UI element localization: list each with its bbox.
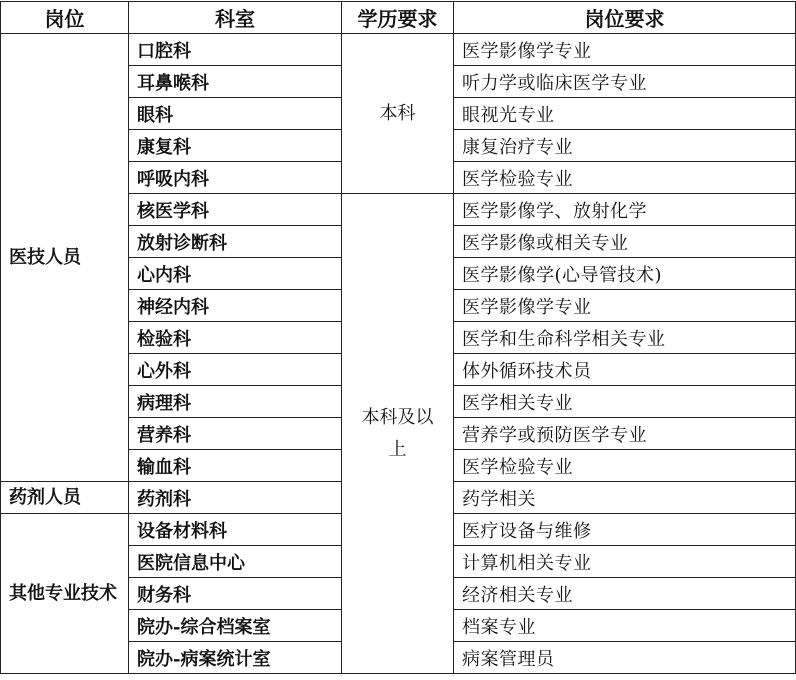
department-cell: 呼吸内科 [129,162,342,194]
requirement-cell: 医学影像学专业 [454,34,796,66]
department-cell: 院办-病案统计室 [129,642,342,674]
department-cell: 营养科 [129,418,342,450]
table-body [1,34,796,674]
job-requirements-table [0,1,796,674]
requirement-cell: 康复治疗专业 [454,130,796,162]
post-cell: 药剂人员 [1,482,129,514]
department-cell: 医院信息中心 [129,546,342,578]
requirement-cell: 病案管理员 [454,642,796,674]
requirement-cell: 医学影像或相关专业 [454,226,796,258]
department-cell: 院办-综合档案室 [129,610,342,642]
department-cell: 眼科 [129,98,342,130]
requirement-cell: 医学检验专业 [454,162,796,194]
header-education: 学历要求 [342,2,454,34]
requirement-cell: 经济相关专业 [454,578,796,610]
department-cell: 口腔科 [129,34,342,66]
header-requirement: 岗位要求 [454,2,796,34]
table-row [1,34,796,66]
department-cell: 放射诊断科 [129,226,342,258]
requirement-cell: 体外循环技术员 [454,354,796,386]
department-cell: 神经内科 [129,290,342,322]
department-cell: 心内科 [129,258,342,290]
department-cell: 输血科 [129,450,342,482]
requirement-cell: 医学检验专业 [454,450,796,482]
education-cell: 本科及以上 [342,194,454,674]
requirement-cell: 医疗设备与维修 [454,514,796,546]
requirement-cell: 医学相关专业 [454,386,796,418]
department-cell: 检验科 [129,322,342,354]
header-row [1,2,796,34]
requirement-cell: 医学影像学专业 [454,290,796,322]
department-cell: 病理科 [129,386,342,418]
requirement-cell: 药学相关 [454,482,796,514]
department-cell: 设备材料科 [129,514,342,546]
department-cell: 耳鼻喉科 [129,66,342,98]
requirement-cell: 医学和生命科学相关专业 [454,322,796,354]
post-cell: 其他专业技术 [1,514,129,674]
header-department: 科室 [129,2,342,34]
requirement-cell: 营养学或预防医学专业 [454,418,796,450]
education-cell: 本科 [342,34,454,194]
requirement-cell: 医学影像学(心导管技术) [454,258,796,290]
department-cell: 药剂科 [129,482,342,514]
requirement-cell: 计算机相关专业 [454,546,796,578]
department-cell: 财务科 [129,578,342,610]
requirement-cell: 医学影像学、放射化学 [454,194,796,226]
requirement-cell: 眼视光专业 [454,98,796,130]
requirement-cell: 档案专业 [454,610,796,642]
department-cell: 康复科 [129,130,342,162]
requirement-cell: 听力学或临床医学专业 [454,66,796,98]
header-post: 岗位 [1,2,129,34]
post-cell: 医技人员 [1,34,129,482]
department-cell: 心外科 [129,354,342,386]
department-cell: 核医学科 [129,194,342,226]
